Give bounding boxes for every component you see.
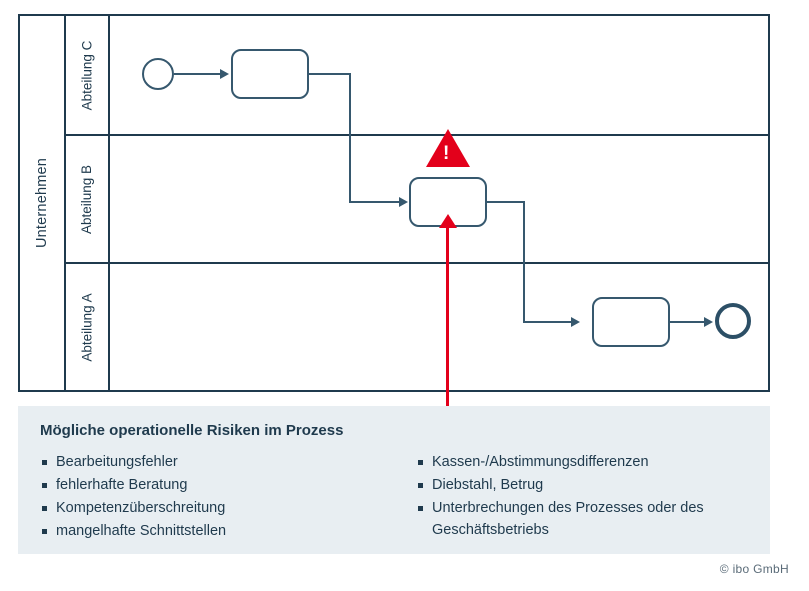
flow-task2-out <box>487 201 525 203</box>
task-lane-c <box>231 49 309 99</box>
lane-label-c <box>66 16 110 134</box>
list-item: Bearbeitungsfehler <box>40 451 394 473</box>
pool-label <box>20 16 66 390</box>
list-item: Kompetenzüberschreitung <box>40 497 394 519</box>
copyright-notice: © ibo GmbH <box>719 562 789 576</box>
flow-arrow-end <box>704 317 713 327</box>
start-event <box>142 58 174 90</box>
pool-label-text: Unternehmen <box>34 157 50 249</box>
lane-label-a-text: Abteilung A <box>79 292 95 362</box>
lane-label-a <box>66 264 110 390</box>
risk-legend-title: Mögliche operationelle Risiken im Prozess <box>40 422 344 439</box>
flow-start-to-task1 <box>174 73 222 75</box>
list-item: Unterbrechungen des Prozesses oder des Geschäftsbetriebs <box>416 497 748 541</box>
flow-arrow-task3 <box>571 317 580 327</box>
flow-arrow-task2 <box>399 197 408 207</box>
risk-legend-columns <box>40 451 748 543</box>
end-event <box>715 303 751 339</box>
risk-warning-exclamation: ! <box>443 143 450 164</box>
risk-legend-column-right <box>394 451 748 543</box>
flow-task1-out <box>309 73 350 75</box>
risk-pointer-arrow-icon <box>439 214 457 228</box>
flow-arrow-task1 <box>220 69 229 79</box>
lane-label-b-text: Abteilung B <box>79 164 95 234</box>
flow-task2-drop <box>523 201 525 323</box>
list-item: fehlerhafte Beratung <box>40 474 394 496</box>
risk-legend-panel <box>18 406 770 554</box>
risk-legend-column-left <box>40 451 394 543</box>
flow-into-task2 <box>349 201 401 203</box>
list-item: Diebstahl, Betrug <box>416 474 748 496</box>
task-lane-a <box>592 297 670 347</box>
lane-label-c-text: Abteilung C <box>79 40 95 110</box>
list-item: mangelhafte Schnittstellen <box>40 520 394 542</box>
lane-label-b <box>66 136 110 262</box>
risk-list-right <box>416 451 748 541</box>
flow-task1-drop <box>349 73 351 203</box>
risk-pointer-line <box>446 228 449 426</box>
flow-into-task3 <box>523 321 573 323</box>
risk-list-left <box>40 451 394 542</box>
list-item: Kassen-/Abstimmungsdifferenzen <box>416 451 748 473</box>
flow-task3-out <box>670 321 708 323</box>
